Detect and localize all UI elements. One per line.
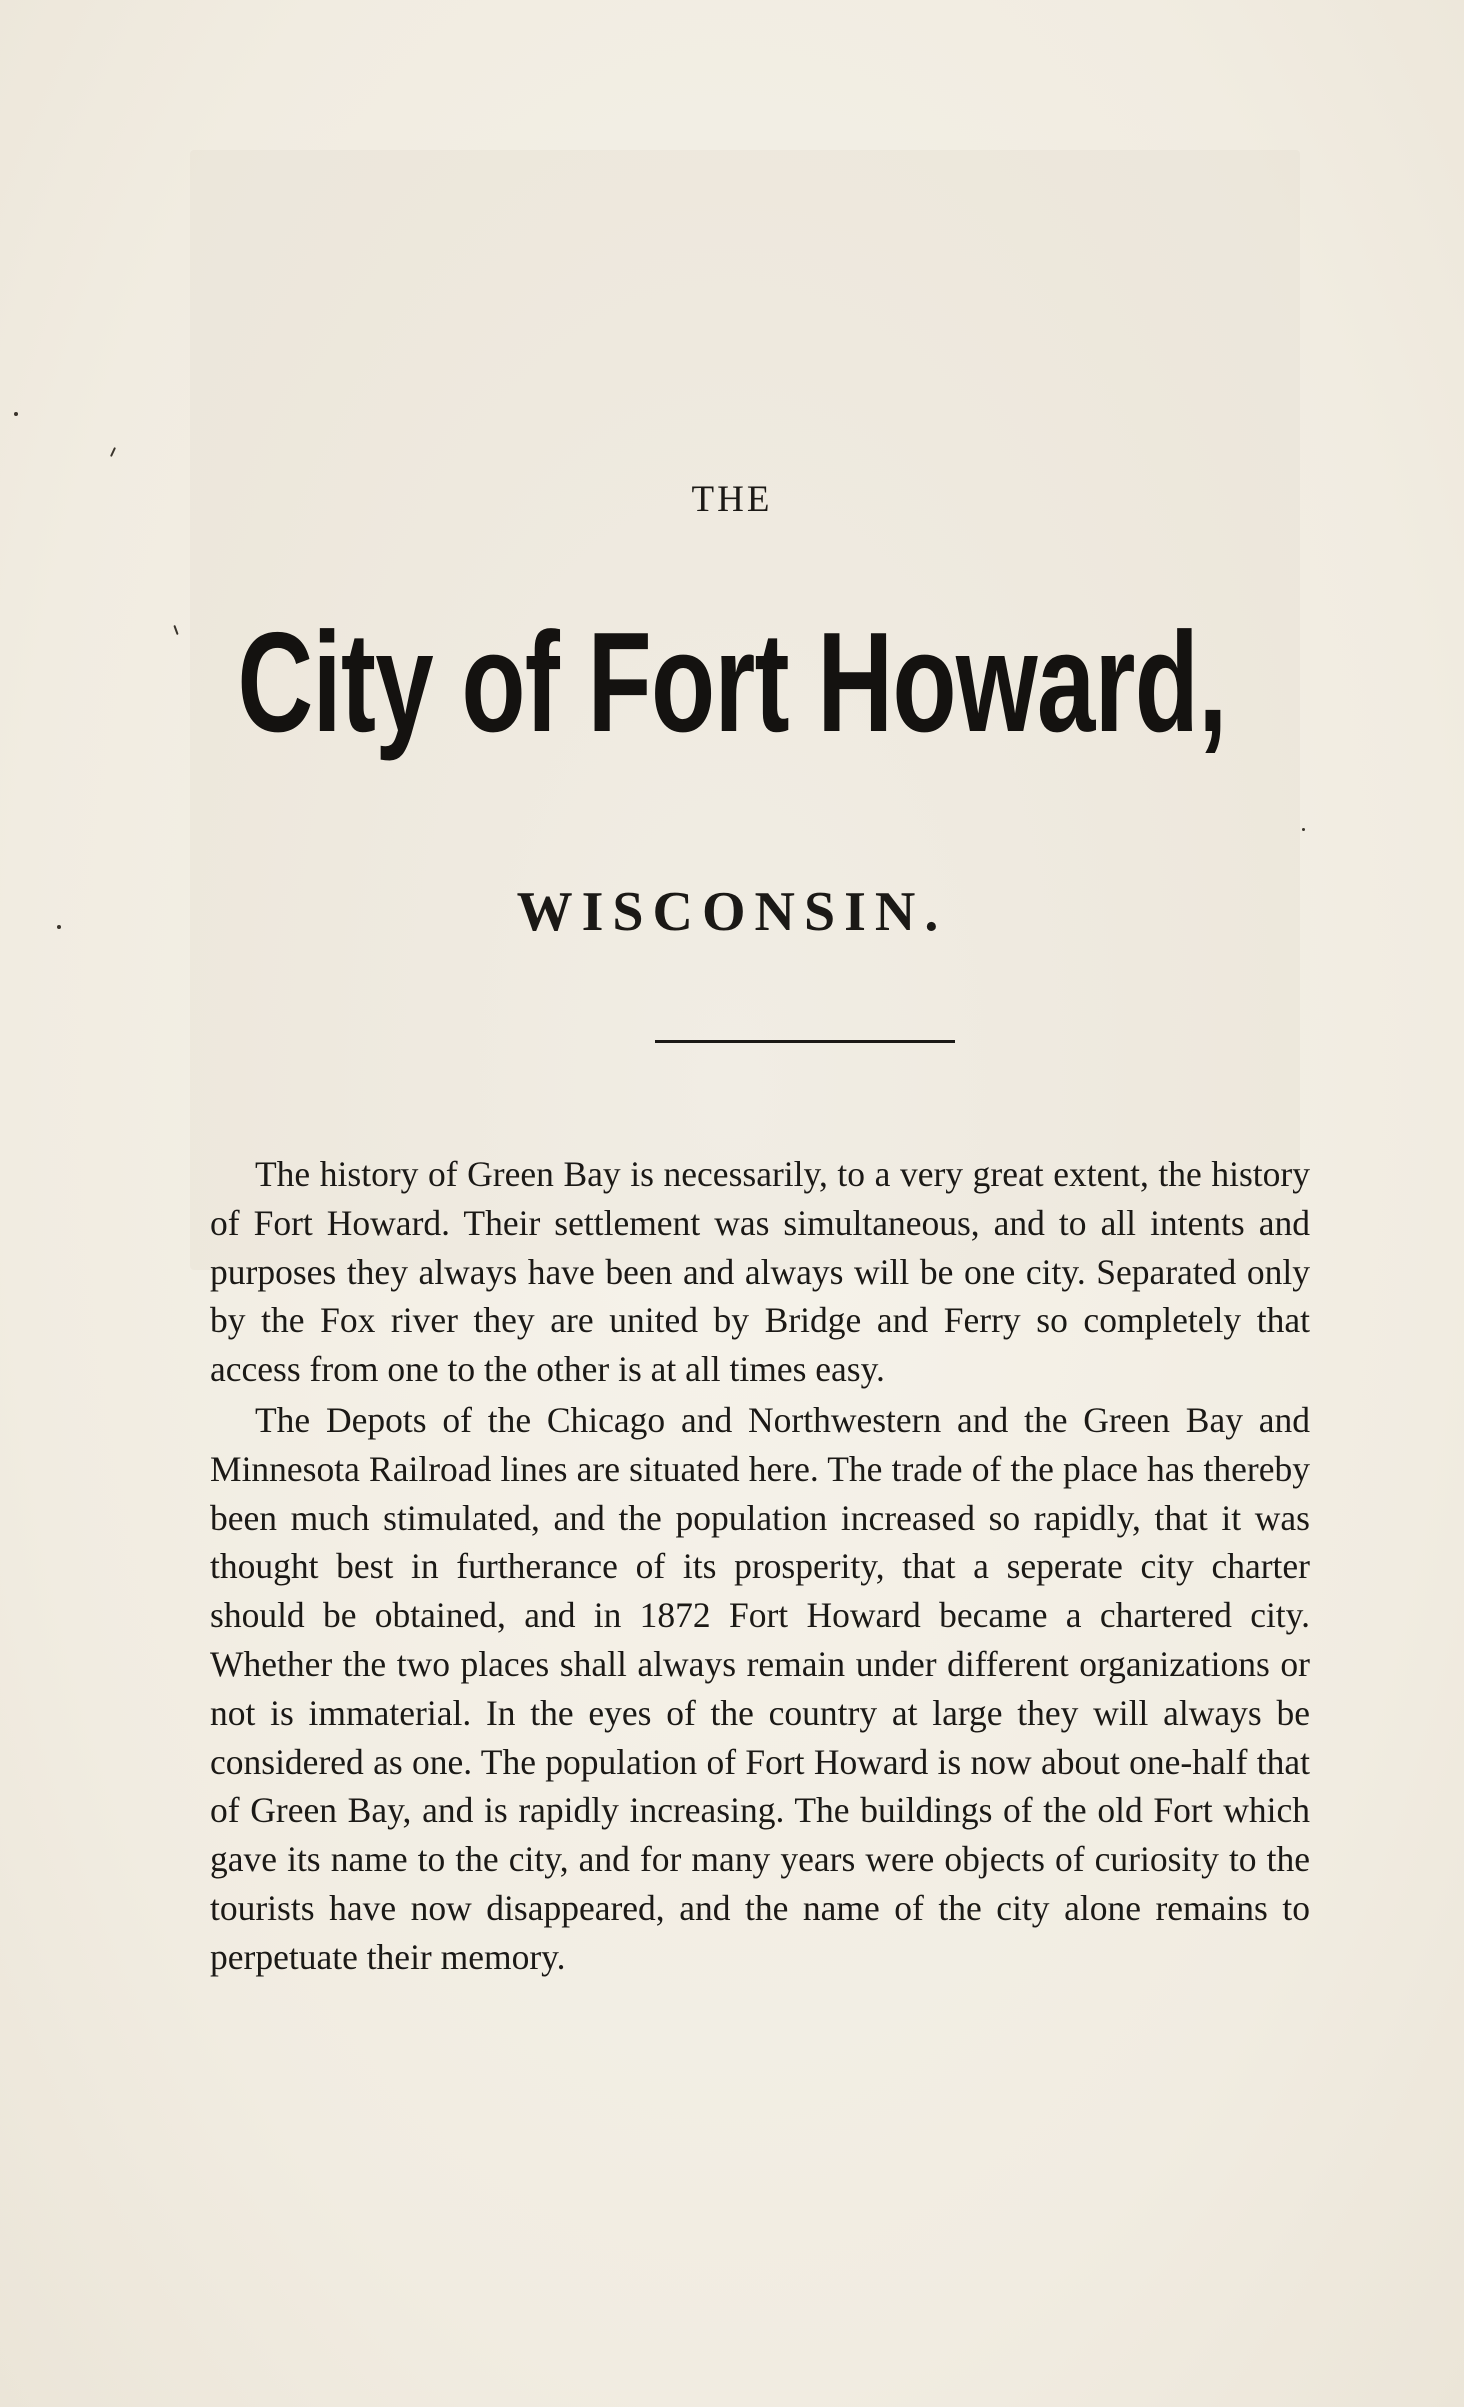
paper-speck (173, 625, 178, 635)
paper-speck (57, 925, 61, 929)
divider-rule (655, 1040, 955, 1043)
paper-speck (14, 412, 18, 416)
page-subtitle: WISCONSIN. (516, 881, 948, 943)
paper-speck (110, 447, 116, 457)
paragraph-1: The history of Green Bay is necessarily, to a very great extent, the history of Fort Howard. Their settlement was simultaneous, and to all intents and purposes they always have been and always will be one city. Separated only by the Fox river they are united by Bridge and Ferry so completely that access from one to the other is at all times easy. (210, 1154, 1310, 1390)
body-text (210, 1150, 1310, 1982)
paragraph-2: The Depots of the Chicago and Northwestern and the Green Bay and Minnesota Railroad lines are situated here. The trade of the place has thereby been much stimulated, and the population increased so rapidly, that it was thought best in furtherance of its prosperity, that a seperate city charter should be obtained, and in 1872 Fort Howard became a chartered city. Whether the two places shall always remain under different organizations or not is immaterial. In the eyes of the country at large they will always be considered as one. The population of Fort Howard is now about one-half that of Green Bay, and is rapidly increasing. The buildings of the old Fort which gave its name to the city, and for many years were objects of curiosity to the tourists have now disappeared, and the name of the city alone remains to perpetuate their memory. (210, 1399, 1310, 1977)
page-title: City of Fort Howard, (237, 603, 1227, 762)
heading-the: THE (691, 479, 773, 520)
paper-speck (1302, 828, 1305, 831)
